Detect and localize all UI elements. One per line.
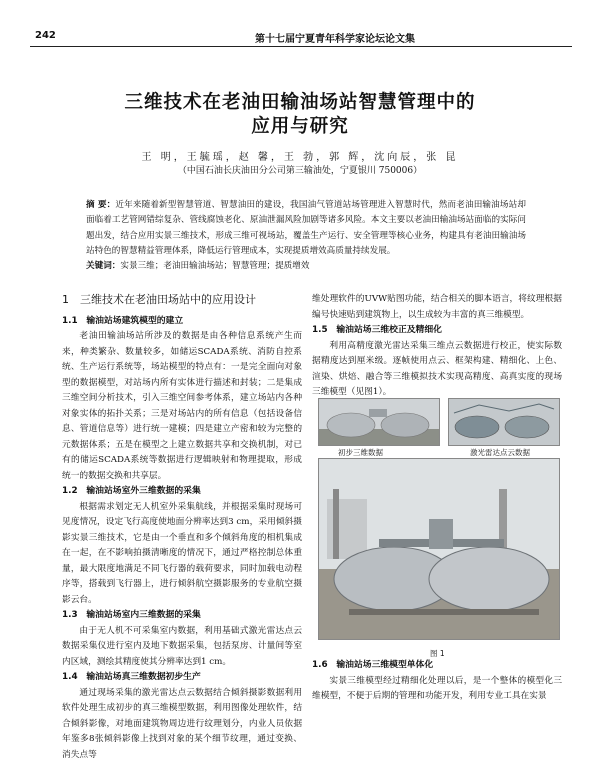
abstract-block [86, 198, 526, 274]
header-rule [30, 46, 572, 47]
section-1-1-heading: 1.1 输油站场建筑模型的建立 [62, 314, 302, 330]
section-1-5-heading: 1.5 输油站场三维校正及精细化 [312, 323, 562, 339]
figure-refined-model [318, 458, 560, 640]
section-1-4-text: 通过现场采集的激光雷达点云数据结合倾斜摄影数据利用软件处理生成初步的真三维模型数据，利用图像处理软件，结合倾斜影像，对地面建筑物周边进行纹理划分，内业人员依据年鉴多8张倾斜影像上找到对象的某个细节纹理，通过变换、消失点等 [62, 686, 302, 763]
tank-model-image [319, 399, 439, 445]
refined-3d-tank-image [319, 459, 559, 639]
authors: 王 明，王毓瑶，赵 馨，王 勃，郭 辉，沈向辰，张 昆 [0, 148, 600, 163]
point-cloud-image [449, 399, 559, 445]
right-column-bottom [312, 658, 562, 705]
paper-title-line2: 应用与研究 [0, 112, 600, 138]
abstract-label: 摘 要： [86, 200, 115, 210]
section-1-3-text: 由于无人机不可采集室内数据，利用基础式激光雷达点云数据采集仪进行室内及地下数据采集，包括泵房、计量间等室内区域，测绘其精度使其分辨率达到1 cm。 [62, 624, 302, 671]
section-1-1-text: 老油田输油场站所涉及的数据是由各种信息系统产生而来，种类繁杂、数量较多，如储运SCADA系统、消防自控系统、生产运行系统等，场站模型的特点有：一是完全面向对象型的数据模型，对站场内所有实体进行描述和封装；二是集成三维空间分析技术，引入三维空间参考体系，建立场站内各种对象实体的拓扑关系；三是对场站内的所有信息（包括设备信息、管道信息等）进行统一建模；四是建立产密和较为完整的元数据体系；五是在模型之上建立数据共享和交换机制，对已有的储运SCADA系统等数据进行逻辑映射和物理提取，形成统一的数据交换和共享层。 [62, 329, 302, 484]
figure-label: 图 1 [430, 648, 445, 659]
section-1-6-text: 实景三维模型经过精细化处理以后，是一个整体的模型化三维模型，不便于后期的管理和功能开发，利用专业工具在实景 [312, 674, 562, 705]
figure-preliminary-model [318, 398, 440, 446]
section-1-2-text: 根据需求划定无人机室外采集航线，并根据采集时现场可见度情况，设定飞行高度使地面分辨率达到3 cm，采用倾斜摄影实景三维技术，它是由一个垂直和多个倾斜角度的相机集成在一起，在不影响拍摄清晰度的情况下，通过严格控制总体重量，最大限度地满足不同飞行器的载荷要求，同时加载电动程序等，搭载到飞行器上，进行倾斜航空摄影服务的专业航空摄影云台。 [62, 500, 302, 609]
left-column [62, 292, 302, 763]
section-1-6-heading: 1.6 输油站场三维模型单体化 [312, 658, 562, 674]
section-1-5-text: 利用高精度激光雷达采集三维点云数据进行校正，使实际数据精度达到厘米级。逐帧使用点云、框架构建、精细化、上色、渲染、烘焙、融合等三维模拟技术实现高精度、高真实度的现场三维模型（见图1）。 [312, 339, 562, 401]
section-1-4-heading: 1.4 输油站场真三维数据初步生产 [62, 670, 302, 686]
section-1-3-heading: 1.3 输油站场室内三维数据的采集 [62, 608, 302, 624]
journal-name: 第十七届宁夏青年科学家论坛论文集 [255, 30, 415, 45]
continued-text: 维处理软件的UVW贴图功能，结合相关的脚本语言，将纹理根据编号快速贴到建筑物上，以生成较为丰富的真三维模型。 [312, 292, 562, 323]
figure-caption-left: 初步三维数据 [338, 447, 383, 458]
affiliation: （中国石油长庆油田分公司第三输油处，宁夏银川 750006） [0, 163, 600, 176]
paper-title-line1: 三维技术在老油田输油场站智慧管理中的 [0, 88, 600, 114]
keywords-text: 实景三维；老油田输油场站；智慧管理；提质增效 [120, 261, 309, 271]
section-1-2-heading: 1.2 输油站场室外三维数据的采集 [62, 484, 302, 500]
keywords-label: 关键词： [86, 261, 120, 271]
figure-point-cloud [448, 398, 560, 446]
page-number: 242 [35, 30, 56, 41]
right-column-top [312, 292, 562, 401]
figure-caption-right: 激光雷达点云数据 [470, 447, 530, 458]
abstract-text: 近年来随着新型智慧管道、智慧油田的建设，我国油气管道站场管理进入智慧时代，然而老油田输油场站却面临着工艺管网错综复杂、管线腐蚀老化、原油泄漏风险加剧等诸多风险。本文主要以老油田输油场站面临的实际问题出发，结合应用实景三维技术，形成三维可视场站，覆盖生产运行、安全管理等核心业务，构建具有老油田输油场站特色的智慧精益管理体系，降低运行管理成本，实现提质增效高质量持续发展。 [86, 200, 526, 256]
section-1-heading: 1 三维技术在老油田场站中的应用设计 [62, 292, 302, 308]
